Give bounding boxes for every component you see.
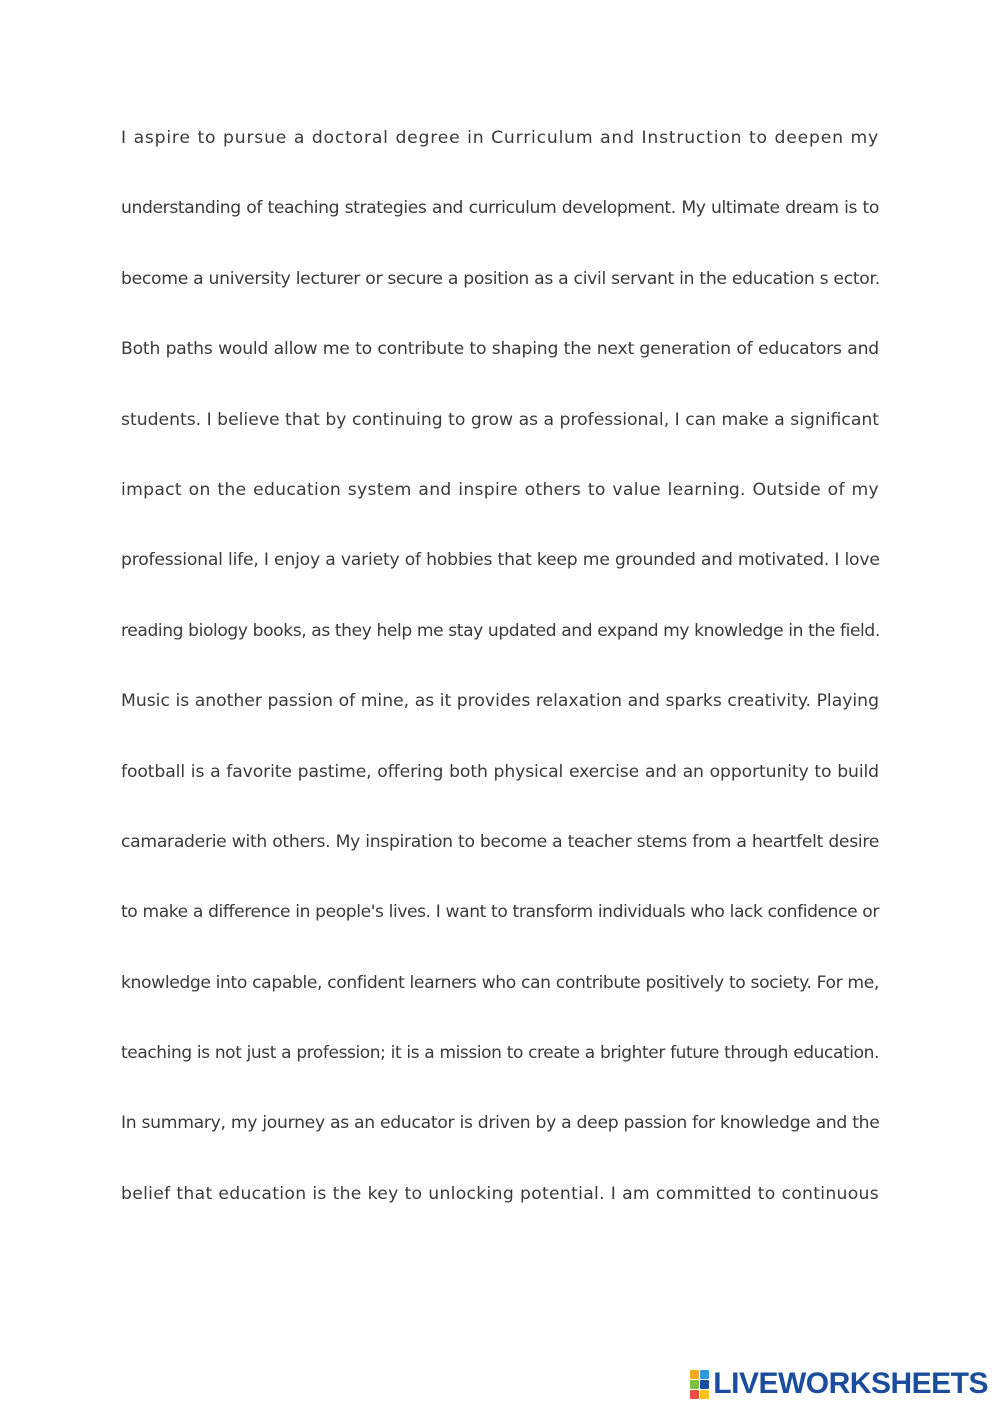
text-line: Music is another passion of mine, as it provides relaxation and sparks creativity. Playing [121,691,879,712]
liveworksheets-brand [690,1366,988,1402]
brand-name: LIVEWORKSHEETS [713,1367,988,1400]
text-line: to make a difference in people's lives. I want to transform individuals who lack confidence or [121,902,879,923]
liveworksheets-logo-icon [690,1370,709,1399]
text-line: reading biology books, as they help me stay updated and expand my knowledge in the field. [121,620,880,641]
text-line: understanding of teaching strategies and curriculum development. My ultimate dream is to [121,198,879,219]
text-line: become a university lecturer or secure a position as a civil servant in the education s ector. [121,268,880,289]
text-line: students. I believe that by continuing to grow as a professional, I can make a significant [121,409,879,430]
text-line: camaraderie with others. My inspiration to become a teacher stems from a heartfelt desire [121,831,879,852]
text-line: belief that education is the key to unlocking potential. I am committed to continuous [121,1183,879,1204]
text-line: impact on the education system and inspire others to value learning. Outside of my [121,479,879,500]
text-line: In summary, my journey as an educator is driven by a deep passion for knowledge and the [121,1113,880,1134]
text-line: Both paths would allow me to contribute to shaping the next generation of educators and [121,339,879,360]
text-line: teaching is not just a profession; it is a mission to create a brighter future through education. [121,1043,879,1064]
text-line: football is a favorite pastime, offering both physical exercise and an opportunity to build [121,761,879,782]
text-line: professional life, I enjoy a variety of hobbies that keep me grounded and motivated. I love [121,550,880,571]
text-line: I aspire to pursue a doctoral degree in Curriculum and Instruction to deepen my [121,128,879,148]
text-line: knowledge into capable, confident learners who can contribute positively to society. For me, [121,972,879,993]
essay-paragraph [121,120,879,1246]
